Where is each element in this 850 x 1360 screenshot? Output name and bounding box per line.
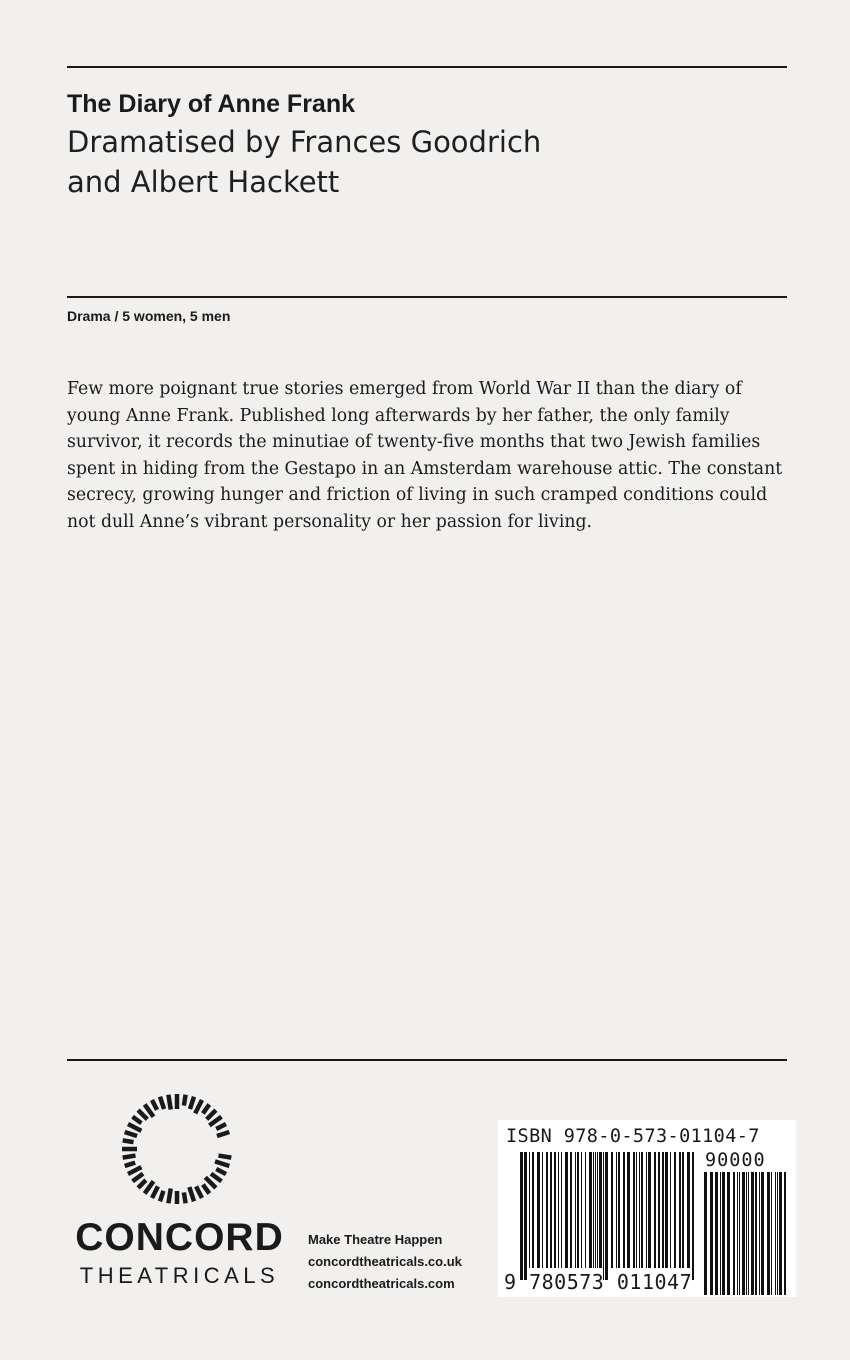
logo-ring-dash [189,1187,194,1201]
barcode-bar [593,1152,594,1268]
isbn-barcode [498,1120,796,1297]
barcode-bar [570,1152,572,1268]
barcode-bar [565,1152,568,1268]
logo-ring-dash [215,1161,229,1166]
isbn-digits: 9 780573 011047 [504,1270,693,1294]
logo-ring-dash [207,1110,216,1119]
logo-ring-dash [184,1095,186,1106]
barcode-bar [603,1152,604,1280]
concord-ring-logo-icon [112,1089,242,1209]
barcode-bar [755,1172,757,1295]
logo-ring-dash [195,1100,202,1113]
barcode-bar [748,1172,749,1295]
logo-ring-dash [168,1189,170,1204]
logo-ring-dash [203,1185,209,1194]
barcode-bar [759,1172,760,1295]
barcode-bar [605,1152,608,1280]
barcode-bar [662,1152,664,1268]
logo-ring-dash [125,1132,137,1136]
barcode-bar [520,1152,523,1280]
barcode-bar [710,1172,713,1295]
barcode-bar [618,1152,620,1268]
barcode-bar [665,1152,668,1268]
barcode-bar [737,1172,738,1295]
barcode-bar [674,1152,676,1268]
barcode-bar [636,1152,637,1268]
barcode-bar [670,1152,671,1268]
barcode-bar [742,1172,745,1295]
logo-ring-dash [160,1191,163,1201]
barcode-bar [554,1152,556,1268]
barcode-bar [784,1172,786,1295]
barcode-bar [546,1152,548,1268]
logo-ring-dash [160,1097,164,1109]
logo-ring-dash [123,1156,136,1158]
credit-line-1: Dramatised by Frances Goodrich [67,125,542,159]
barcode-bar [561,1152,562,1268]
publisher-name: CONCORD [75,1216,284,1259]
barcode-bar [577,1152,579,1268]
barcode-bar [687,1152,690,1268]
barcode-bar [648,1152,651,1268]
barcode-bar [733,1172,735,1295]
logo-ring-dash [184,1192,186,1203]
barcode-bar [761,1172,764,1295]
barcode-bar [581,1152,582,1268]
top-divider [67,66,787,68]
isbn-label: ISBN 978-0-573-01104-7 [506,1126,760,1147]
logo-ring-dash [152,1186,158,1198]
website-com-link[interactable]: concordtheatricals.com [308,1276,455,1291]
logo-ring-dash [196,1186,202,1198]
barcode-bar [775,1172,776,1295]
logo-ring-dash [123,1140,134,1142]
genre-cast-line: Drama / 5 women, 5 men [67,308,231,324]
barcode-bar [646,1152,647,1268]
barcode-bar [558,1152,559,1268]
barcode-bar [727,1172,730,1295]
logo-ring-dash [190,1097,194,1109]
barcode-bar [616,1152,617,1268]
book-blurb: Few more poignant true stories emerged from World War II than the diary of young Anne Frank. Published long afterwards by her father, the only family survivor, it records the minutiae of twenty-five months that two Jewish families spent in hiding from the Gestapo in an Amsterdam warehouse attic. The constant secrecy, growing hunger and friction of living in such cramped conditions could not dull Anne’s vibrant personality or her passion for living. [67,379,783,532]
publisher-subname: THEATRICALS [79,1263,280,1288]
barcode-bar [524,1152,527,1280]
barcode-bar [715,1172,718,1295]
barcode-bar [777,1172,778,1295]
website-uk-link[interactable]: concordtheatricals.co.uk [308,1254,462,1269]
barcode-bar [654,1152,656,1268]
middle-divider [67,296,787,298]
logo-ring-dash [218,1156,231,1158]
logo-ring-dash [211,1174,222,1182]
logo-ring-dash [152,1100,157,1110]
barcode-bar [529,1152,530,1268]
barcode-bar [767,1172,770,1295]
barcode-bar [658,1152,660,1268]
barcode-bar [550,1152,552,1268]
book-credits [67,122,767,202]
barcode-bar [599,1152,602,1268]
barcode-bar [542,1152,543,1268]
barcode-bar [722,1172,725,1295]
barcode-bar [537,1152,540,1268]
logo-ring-dash [168,1095,170,1110]
barcode-bar [611,1152,613,1268]
logo-ring-dash [128,1167,141,1174]
credit-line-2: and Albert Hackett [67,165,340,199]
publisher-tagline: Make Theatre Happen [308,1232,443,1247]
publisher-contact [308,1229,488,1295]
logo-ring-dash [203,1105,209,1114]
barcode-bar [679,1152,681,1268]
barcode-bar [779,1172,782,1295]
barcode-bar [739,1172,740,1295]
barcode-bar [575,1152,576,1268]
publisher-logo [60,1085,295,1295]
barcode-bar [597,1152,598,1268]
barcode-bar [720,1172,721,1295]
barcode-bar [532,1152,534,1268]
barcode-bar [589,1152,592,1268]
price-code: 90000 [705,1150,766,1171]
logo-ring-dash [133,1174,144,1182]
barcode-bar [704,1172,707,1295]
barcode-bar [751,1172,754,1295]
barcode-bar [627,1152,630,1268]
barcode-bar [639,1152,640,1268]
barcode-bar [633,1152,635,1268]
logo-ring-dash [217,1132,229,1136]
barcode-bar [746,1172,747,1295]
logo-ring-dash [138,1110,147,1119]
logo-ring-dash [216,1124,226,1129]
barcode-bar [682,1152,684,1268]
barcode-bar [692,1152,694,1280]
barcode-bar [623,1152,625,1268]
bottom-divider [67,1059,787,1061]
barcode-bar [641,1152,643,1268]
barcode-bar [595,1152,596,1268]
logo-ring-dash [138,1180,146,1188]
logo-ring-dash [125,1163,135,1166]
barcode-bar [585,1152,586,1268]
logo-ring-dash [216,1169,226,1174]
barcode-bar [771,1172,772,1295]
logo-ring-dash [128,1124,141,1131]
book-title: The Diary of Anne Frank [67,90,356,118]
logo-ring-dash [133,1117,142,1123]
